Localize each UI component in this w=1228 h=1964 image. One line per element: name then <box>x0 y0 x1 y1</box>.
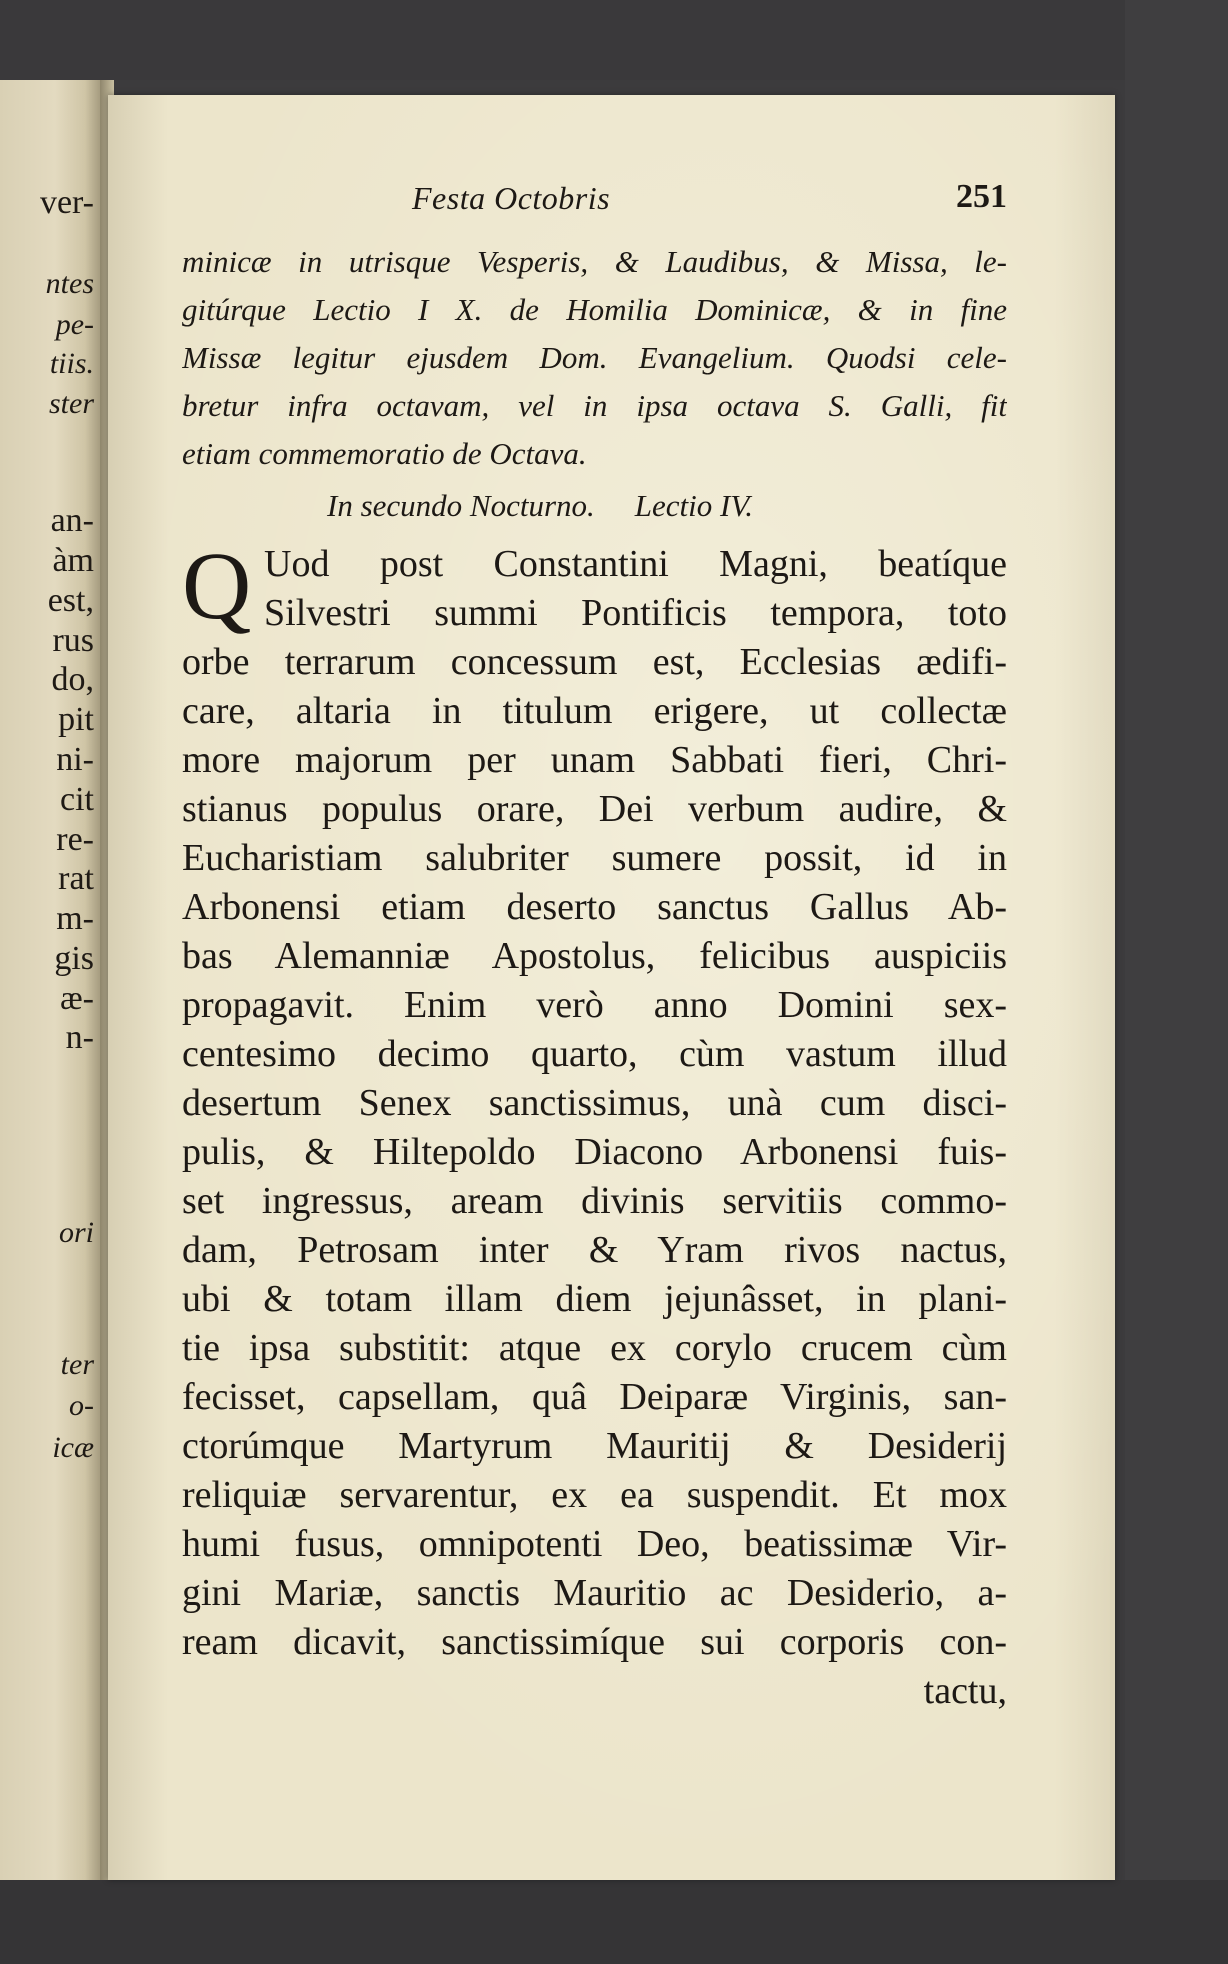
header-title: Festa Octobris <box>412 180 611 216</box>
body-line: ream dicavit, sanctissimíque sui corporis con- <box>182 1621 1007 1663</box>
left-page-fragment: cit <box>60 781 94 818</box>
left-page-fragment: ver- <box>39 184 94 221</box>
rubric-line: gitúrque Lectio I X. de Homilia Dominicæ, & in fine <box>182 292 1007 327</box>
body-line: orbe terrarum concessum est, Ecclesias ædifi- <box>182 641 1007 683</box>
left-page-fragment: est, <box>47 582 94 619</box>
drop-cap: Q <box>182 532 252 639</box>
left-page-fragment: ter <box>60 1348 94 1381</box>
body-line: desertum Senex sanctissimus, unà cum disci- <box>182 1082 1007 1124</box>
page-number: 251 <box>956 178 1007 215</box>
page-text <box>182 180 1007 1716</box>
body-line: propagavit. Enim verò anno Domini sex- <box>182 984 1007 1026</box>
left-page-fragment: ori <box>58 1216 94 1249</box>
left-page-fragment: æ- <box>60 980 94 1017</box>
body-line: more majorum per unam Sabbati fieri, Chri- <box>182 739 1007 781</box>
lesson-text <box>182 532 1007 1716</box>
body-line: centesimo decimo quarto, cùm vastum illud <box>182 1033 1007 1075</box>
body-line: humi fusus, omnipotenti Deo, beatissimæ Vir- <box>182 1523 1007 1565</box>
body-line: ubi & totam illam diem jejunâsset, in plani- <box>182 1278 1007 1320</box>
body-line: Arbonensi etiam deserto sanctus Gallus Ab- <box>182 886 1007 928</box>
running-header <box>182 180 1007 238</box>
rubric-line: Missæ legitur ejusdem Dom. Evangelium. Quodsi cele- <box>182 340 1007 375</box>
background-right <box>1125 0 1228 1964</box>
left-page-fragment: rus <box>52 622 94 659</box>
rubric-line: bretur infra octavam, vel in ipsa octava S. Galli, fit <box>182 388 1007 423</box>
body-line: Eucharistiam salubriter sumere possit, id in <box>182 837 1007 879</box>
left-page-fragment: m- <box>56 900 94 937</box>
body-line: tie ipsa substitit: atque ex corylo crucem cùm <box>182 1327 1007 1369</box>
body-line: care, altaria in titulum erigere, ut collectæ <box>182 690 1007 732</box>
left-page-fragment: o- <box>69 1389 94 1422</box>
left-page-fragment: pe- <box>55 308 94 341</box>
body-line: dam, Petrosam inter & Yram rivos nactus, <box>182 1229 1007 1271</box>
lesson-label: Lectio IV. <box>634 488 754 523</box>
left-page-fragment: do, <box>51 661 94 698</box>
rubric-line: etiam commemoratio de Octava. <box>182 436 587 471</box>
body-line: ctorúmque Martyrum Mauritij & Desiderij <box>182 1425 1007 1467</box>
left-page-fragment: n- <box>65 1019 94 1056</box>
left-page-fragment: pit <box>58 701 94 738</box>
rubric-line: minicæ in utrisque Vesperis, & Laudibus, & Missa, le- <box>182 244 1007 279</box>
body-line: Silvestri summi Pontificis tempora, toto <box>264 592 1007 634</box>
body-line: gini Mariæ, sanctis Mauritio ac Desiderio, a- <box>182 1572 1007 1614</box>
nocturn-label: In secundo Nocturno. <box>327 488 595 523</box>
body-line: fecisset, capsellam, quâ Deiparæ Virginis, san- <box>182 1376 1007 1418</box>
left-page-fragment: icæ <box>52 1431 94 1464</box>
body-line: reliquiæ servarentur, ex ea suspendit. Et mox <box>182 1474 1007 1516</box>
left-page-fragment: rat <box>58 860 94 897</box>
body-line: Uod post Constantini Magni, beatíque <box>264 543 1007 585</box>
left-page-edge <box>0 80 100 1880</box>
left-page-fragment: gis <box>54 940 94 977</box>
left-page-fragment: ntes <box>45 267 94 300</box>
left-page-fragment: ni- <box>56 741 94 778</box>
left-page-fragment: ster <box>49 387 94 420</box>
lesson-heading <box>182 478 1007 534</box>
body-line: set ingressus, aream divinis servitiis commo- <box>182 1180 1007 1222</box>
book-page <box>108 95 1115 1880</box>
body-line: bas Alemanniæ Apostolus, felicibus auspiciis <box>182 935 1007 977</box>
catchword: tactu, <box>923 1670 1007 1712</box>
background-top <box>0 0 1228 80</box>
body-line: stianus populus orare, Dei verbum audire, & <box>182 788 1007 830</box>
left-page-fragment: tiis. <box>49 347 94 380</box>
body-line: pulis, & Hiltepoldo Diacono Arbonensi fuis- <box>182 1131 1007 1173</box>
background-bottom <box>0 1880 1228 1964</box>
left-page-fragment: àm <box>52 542 94 579</box>
left-page-fragment: re- <box>56 821 94 858</box>
left-page-fragment: an- <box>50 502 94 539</box>
